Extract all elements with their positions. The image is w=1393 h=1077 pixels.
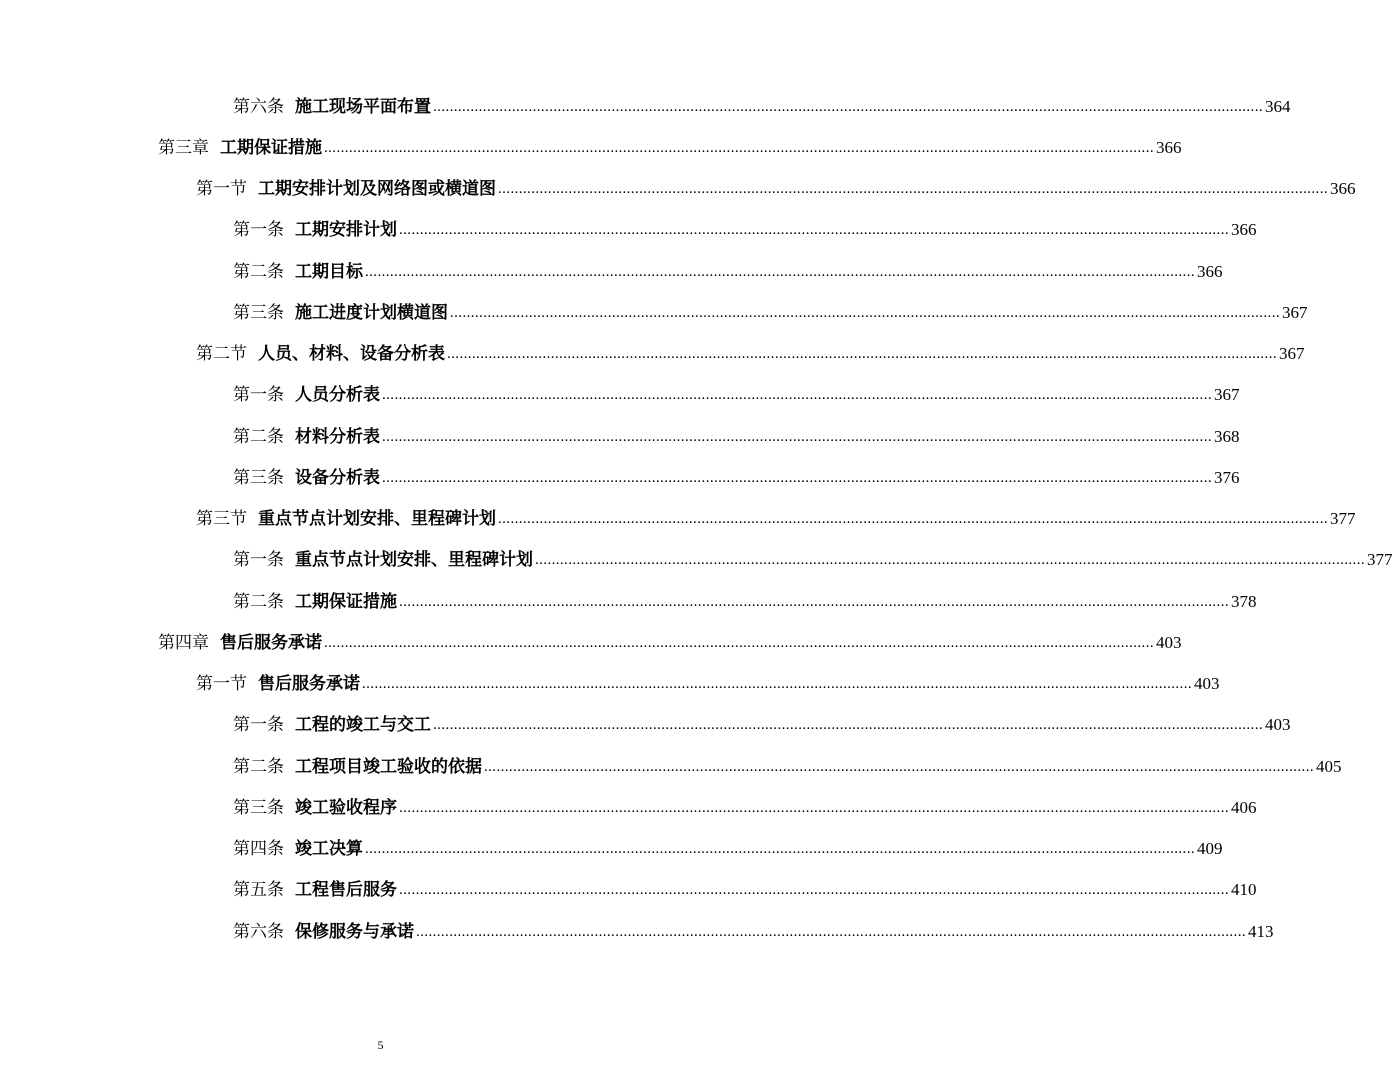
toc-entry[interactable]	[233, 708, 1291, 736]
toc-dot-leader: ........................................................................................................................................................................................................	[416, 924, 1246, 940]
toc-entry-page: 403	[1194, 674, 1220, 693]
toc-entry[interactable]	[233, 378, 1240, 406]
toc-entry-number: 第三条	[233, 468, 284, 488]
toc-entry[interactable]	[233, 213, 1257, 241]
toc-entry-number: 第三节	[196, 509, 247, 529]
toc-entry-number: 第一节	[196, 674, 247, 694]
toc-entry-page: 366	[1156, 138, 1182, 157]
toc-entry-title: 人员分析表	[295, 385, 380, 405]
toc-entry-title: 重点节点计划安排、里程碑计划	[258, 509, 496, 529]
toc-entry-page: 366	[1330, 179, 1356, 198]
toc-entry[interactable]	[233, 90, 1291, 118]
toc-entry-page: 403	[1265, 715, 1291, 734]
toc-entry-number: 第四章	[158, 633, 209, 653]
toc-entry[interactable]	[196, 667, 1220, 695]
toc-entry-page: 367	[1282, 303, 1308, 322]
toc-dot-leader: ........................................................................................................................................................................................................	[450, 305, 1280, 321]
toc-entry-title: 保修服务与承诺	[295, 922, 414, 942]
toc-entry-page: 403	[1156, 633, 1182, 652]
toc-entry-page: 367	[1214, 385, 1240, 404]
toc-entry[interactable]	[196, 337, 1305, 365]
page-number: 5	[377, 1038, 384, 1052]
toc-entry-number: 第六条	[233, 97, 284, 117]
toc-entry-title: 竣工决算	[295, 839, 363, 859]
toc-entry-page: 368	[1214, 427, 1240, 446]
toc-entry-page: 366	[1197, 262, 1223, 281]
toc-entry-page: 367	[1279, 344, 1305, 363]
toc-entry-title: 竣工验收程序	[295, 798, 397, 818]
toc-entry-number: 第一条	[233, 385, 284, 405]
toc-entry-number: 第四条	[233, 839, 284, 859]
toc-entry-number: 第三条	[233, 798, 284, 818]
toc-entry-title: 工期安排计划	[295, 220, 397, 240]
toc-dot-leader: ........................................................................................................................................................................................................	[399, 882, 1229, 898]
toc-dot-leader: ........................................................................................................................................................................................................	[433, 717, 1263, 733]
toc-entry-title: 工期保证措施	[220, 138, 322, 158]
toc-dot-leader: ........................................................................................................................................................................................................	[433, 99, 1263, 115]
toc-entry-number: 第二条	[233, 592, 284, 612]
toc-entry-page: 377	[1367, 550, 1393, 569]
toc-entry-number: 第一条	[233, 550, 284, 570]
toc-entry-title: 工期目标	[295, 262, 363, 282]
toc-entry-number: 第三章	[158, 138, 209, 158]
toc-entry-title: 售后服务承诺	[258, 674, 360, 694]
toc-entry-title: 材料分析表	[295, 427, 380, 447]
toc-entry-page: 413	[1248, 922, 1274, 941]
toc-dot-leader: ........................................................................................................................................................................................................	[365, 264, 1195, 280]
toc-dot-leader: ........................................................................................................................................................................................................	[498, 181, 1328, 197]
toc-entry[interactable]	[196, 172, 1356, 200]
toc-entry[interactable]	[233, 255, 1223, 283]
toc-entry-page: 406	[1231, 798, 1257, 817]
toc-dot-leader: ........................................................................................................................................................................................................	[362, 676, 1192, 692]
toc-dot-leader: ........................................................................................................................................................................................................	[535, 552, 1365, 568]
toc-entry[interactable]	[233, 296, 1308, 324]
toc-entry[interactable]	[158, 131, 1182, 159]
toc-dot-leader: ........................................................................................................................................................................................................	[324, 635, 1154, 651]
toc-dot-leader: ........................................................................................................................................................................................................	[324, 140, 1154, 156]
toc-entry-number: 第二节	[196, 344, 247, 364]
toc-dot-leader: ........................................................................................................................................................................................................	[399, 594, 1229, 610]
toc-entry[interactable]	[233, 750, 1342, 778]
toc-entry-page: 409	[1197, 839, 1223, 858]
toc-entry-title: 施工现场平面布置	[295, 97, 431, 117]
toc-dot-leader: ........................................................................................................................................................................................................	[399, 800, 1229, 816]
toc-entry-title: 施工进度计划横道图	[295, 303, 448, 323]
toc-entry[interactable]	[233, 420, 1240, 448]
toc-entry[interactable]	[158, 626, 1182, 654]
toc-entry-title: 工期安排计划及网络图或横道图	[258, 179, 496, 199]
toc-entry-page: 410	[1231, 880, 1257, 899]
toc-entry[interactable]	[233, 873, 1257, 901]
toc-dot-leader: ........................................................................................................................................................................................................	[498, 511, 1328, 527]
toc-entry-title: 售后服务承诺	[220, 633, 322, 653]
toc-dot-leader: ........................................................................................................................................................................................................	[382, 387, 1212, 403]
toc-entry-title: 工程售后服务	[295, 880, 397, 900]
toc-entry-number: 第二条	[233, 757, 284, 777]
toc-entry-number: 第一条	[233, 715, 284, 735]
toc-dot-leader: ........................................................................................................................................................................................................	[484, 759, 1314, 775]
toc-dot-leader: ........................................................................................................................................................................................................	[365, 841, 1195, 857]
toc-entry-page: 377	[1330, 509, 1356, 528]
toc-entry-title: 工期保证措施	[295, 592, 397, 612]
toc-entry-page: 405	[1316, 757, 1342, 776]
toc-entry-number: 第六条	[233, 922, 284, 942]
toc-entry-page: 366	[1231, 220, 1257, 239]
toc-dot-leader: ........................................................................................................................................................................................................	[447, 346, 1277, 362]
toc-entry[interactable]	[233, 791, 1257, 819]
toc-dot-leader: ........................................................................................................................................................................................................	[382, 470, 1212, 486]
toc-dot-leader: ........................................................................................................................................................................................................	[382, 429, 1212, 445]
toc-entry-number: 第二条	[233, 427, 284, 447]
toc-entry-number: 第一节	[196, 179, 247, 199]
toc-entry-title: 工程项目竣工验收的依据	[295, 757, 482, 777]
toc-entry-page: 364	[1265, 97, 1291, 116]
toc-entry-title: 设备分析表	[295, 468, 380, 488]
toc-entry[interactable]	[233, 832, 1223, 860]
toc-entry[interactable]	[233, 461, 1240, 489]
toc-entry[interactable]	[233, 543, 1393, 571]
toc-entry[interactable]	[233, 915, 1274, 943]
toc-entry-page: 376	[1214, 468, 1240, 487]
toc-entry-title: 工程的竣工与交工	[295, 715, 431, 735]
toc-entry[interactable]	[233, 585, 1257, 613]
toc-entry-title: 重点节点计划安排、里程碑计划	[295, 550, 533, 570]
toc-entry[interactable]	[196, 502, 1356, 530]
toc-entry-number: 第一条	[233, 220, 284, 240]
toc-dot-leader: ........................................................................................................................................................................................................	[399, 222, 1229, 238]
toc-entry-number: 第五条	[233, 880, 284, 900]
toc-entry-page: 378	[1231, 592, 1257, 611]
toc-entry-title: 人员、材料、设备分析表	[258, 344, 445, 364]
toc-entry-number: 第三条	[233, 303, 284, 323]
toc-entry-number: 第二条	[233, 262, 284, 282]
